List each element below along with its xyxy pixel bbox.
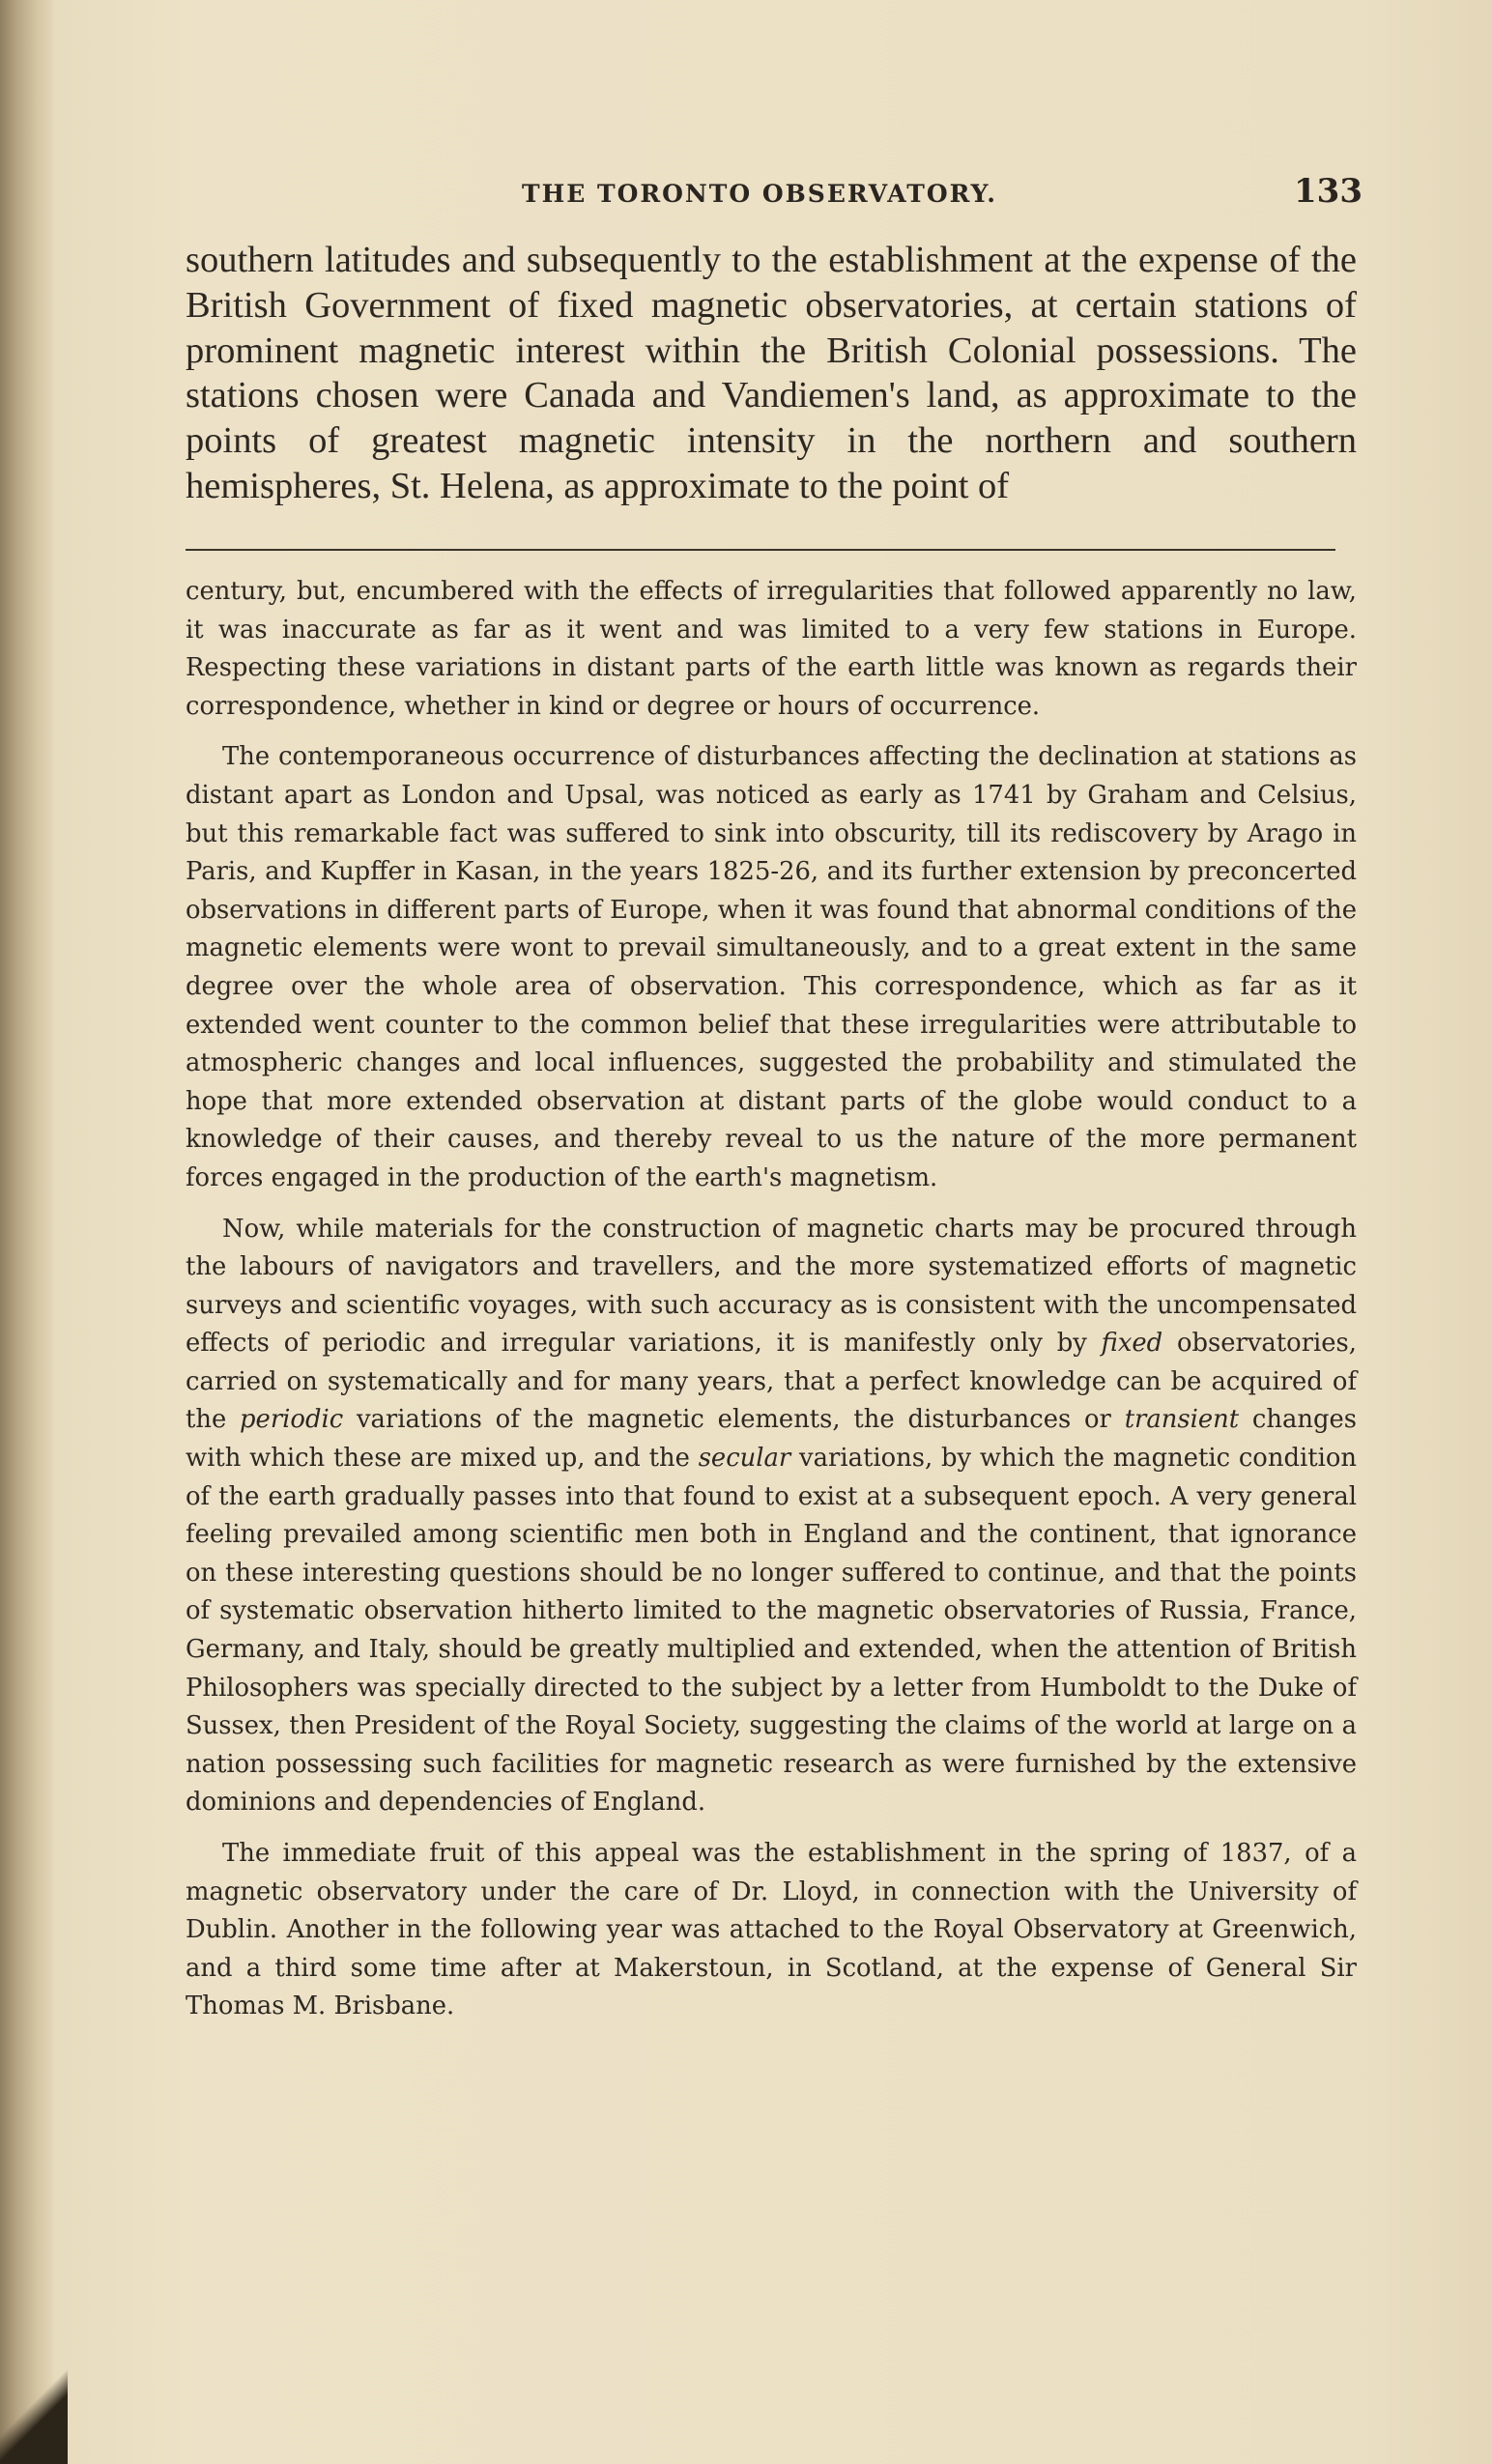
- text-run: variations, by which the magnetic condition of the earth gradually passes into that found to exist at a subsequent epoch. A very general feeling prevailed among scientific men both in England and the continent, that ignorance on these interesting questions should be no longer suffered to continue, and that the points of systematic observation hitherto limited to the magnetic observatories of Russia, France, Germany, and Italy, should be greatly multiplied and extended, when the attention of British Philosophers was specially directed to the subject by a letter from Humboldt to the Duke of Sussex, then President of the Royal Society, suggesting the claims of the world at large on a nation possessing such facilities for magnetic research as were furnished by the extensive dominions and dependencies of England.: [186, 1444, 1357, 1818]
- text-run: Now, while materials for the construction of magnetic charts may be procured through the labours of navigators and travellers, and the more systematized efforts of magnetic surveys and scientific voyages, with such accuracy as is consistent with the uncompensated effects of periodic and irregular variations, it is manifestly only by: [186, 1214, 1357, 1359]
- text-run: observatories, carried on systematically and for many years, that a perfect knowledge can be acquired of the: [186, 1329, 1357, 1435]
- emphasis-transient: transient: [1124, 1405, 1240, 1435]
- footnotes: [186, 573, 1357, 2039]
- footnote-paragraph-4: The immediate fruit of this appeal was the establishment in the spring of 1837, of a magnetic observatory under the care of Dr. Lloyd, in connection with the University of Dublin. Another in the following year was attached to the Royal Observatory at Greenwich, and a third some time after at Makerstoun, in Scotland, at the expense of General Sir Thomas M. Brisbane.: [186, 1839, 1357, 2021]
- emphasis-periodic: periodic: [240, 1405, 344, 1435]
- page-number: 133: [1294, 172, 1363, 211]
- footnote-rule: [186, 549, 1335, 551]
- page-gutter-shadow: [0, 0, 54, 2464]
- text-run: changes with which these are mixed up, and the: [186, 1405, 1357, 1474]
- emphasis-secular: secular: [698, 1444, 791, 1474]
- page-header: [184, 172, 1363, 215]
- text-run: variations of the magnetic elements, the disturbances or: [343, 1405, 1125, 1435]
- page-corner-shadow: [0, 2358, 68, 2464]
- footnote-paragraph-2: The contemporaneous occurrence of disturbances affecting the declination at stations as distant apart as London and Upsal, was noticed as early as 1741 by Graham and Celsius, but this remarkable fact was suffered to sink into obscurity, till its rediscovery by Arago in Paris, and Kupffer in Kasan, in the years 1825-26, and its further extension by preconcerted observations in different parts of Europe, when it was found that abnormal conditions of the magnetic elements were wont to prevail simultaneously, and to a great extent in the same degree over the whole area of observation. This correspondence, which as far as it extended went counter to the common belief that these irregularities were attributable to atmospheric changes and local influences, suggested the probability and stimulated the hope that more extended observation at distant parts of the globe would conduct to a knowledge of their causes, and thereby reveal to us the nature of the more permanent forces engaged in the production of the earth's magnetism.: [186, 742, 1357, 1192]
- running-head: THE TORONTO OBSERVATORY.: [522, 180, 997, 208]
- main-text-paragraph: southern latitudes and subsequently to the establishment at the expense of the British Government of fixed magnetic observatories, at certain stations of prominent magnetic interest within the British Colonial possessions. The stations chosen were Canada and Vandiemen's land, as approximate to the points of greatest magnetic intensity in the northern and southern hemispheres, St. Helena, as approximate to the point of: [186, 240, 1357, 506]
- footnote-paragraph-3: [186, 1211, 1357, 1823]
- footnote-paragraph-1: century, but, encumbered with the effects of irregularities that followed apparently no law, it was inaccurate as far as it went and was limited to a very few stations in Europe. Respecting these variations in distant parts of the earth little was known as regards their correspondence, whether in kind or degree or hours of occurrence.: [186, 577, 1357, 721]
- emphasis-fixed: fixed: [1101, 1329, 1163, 1359]
